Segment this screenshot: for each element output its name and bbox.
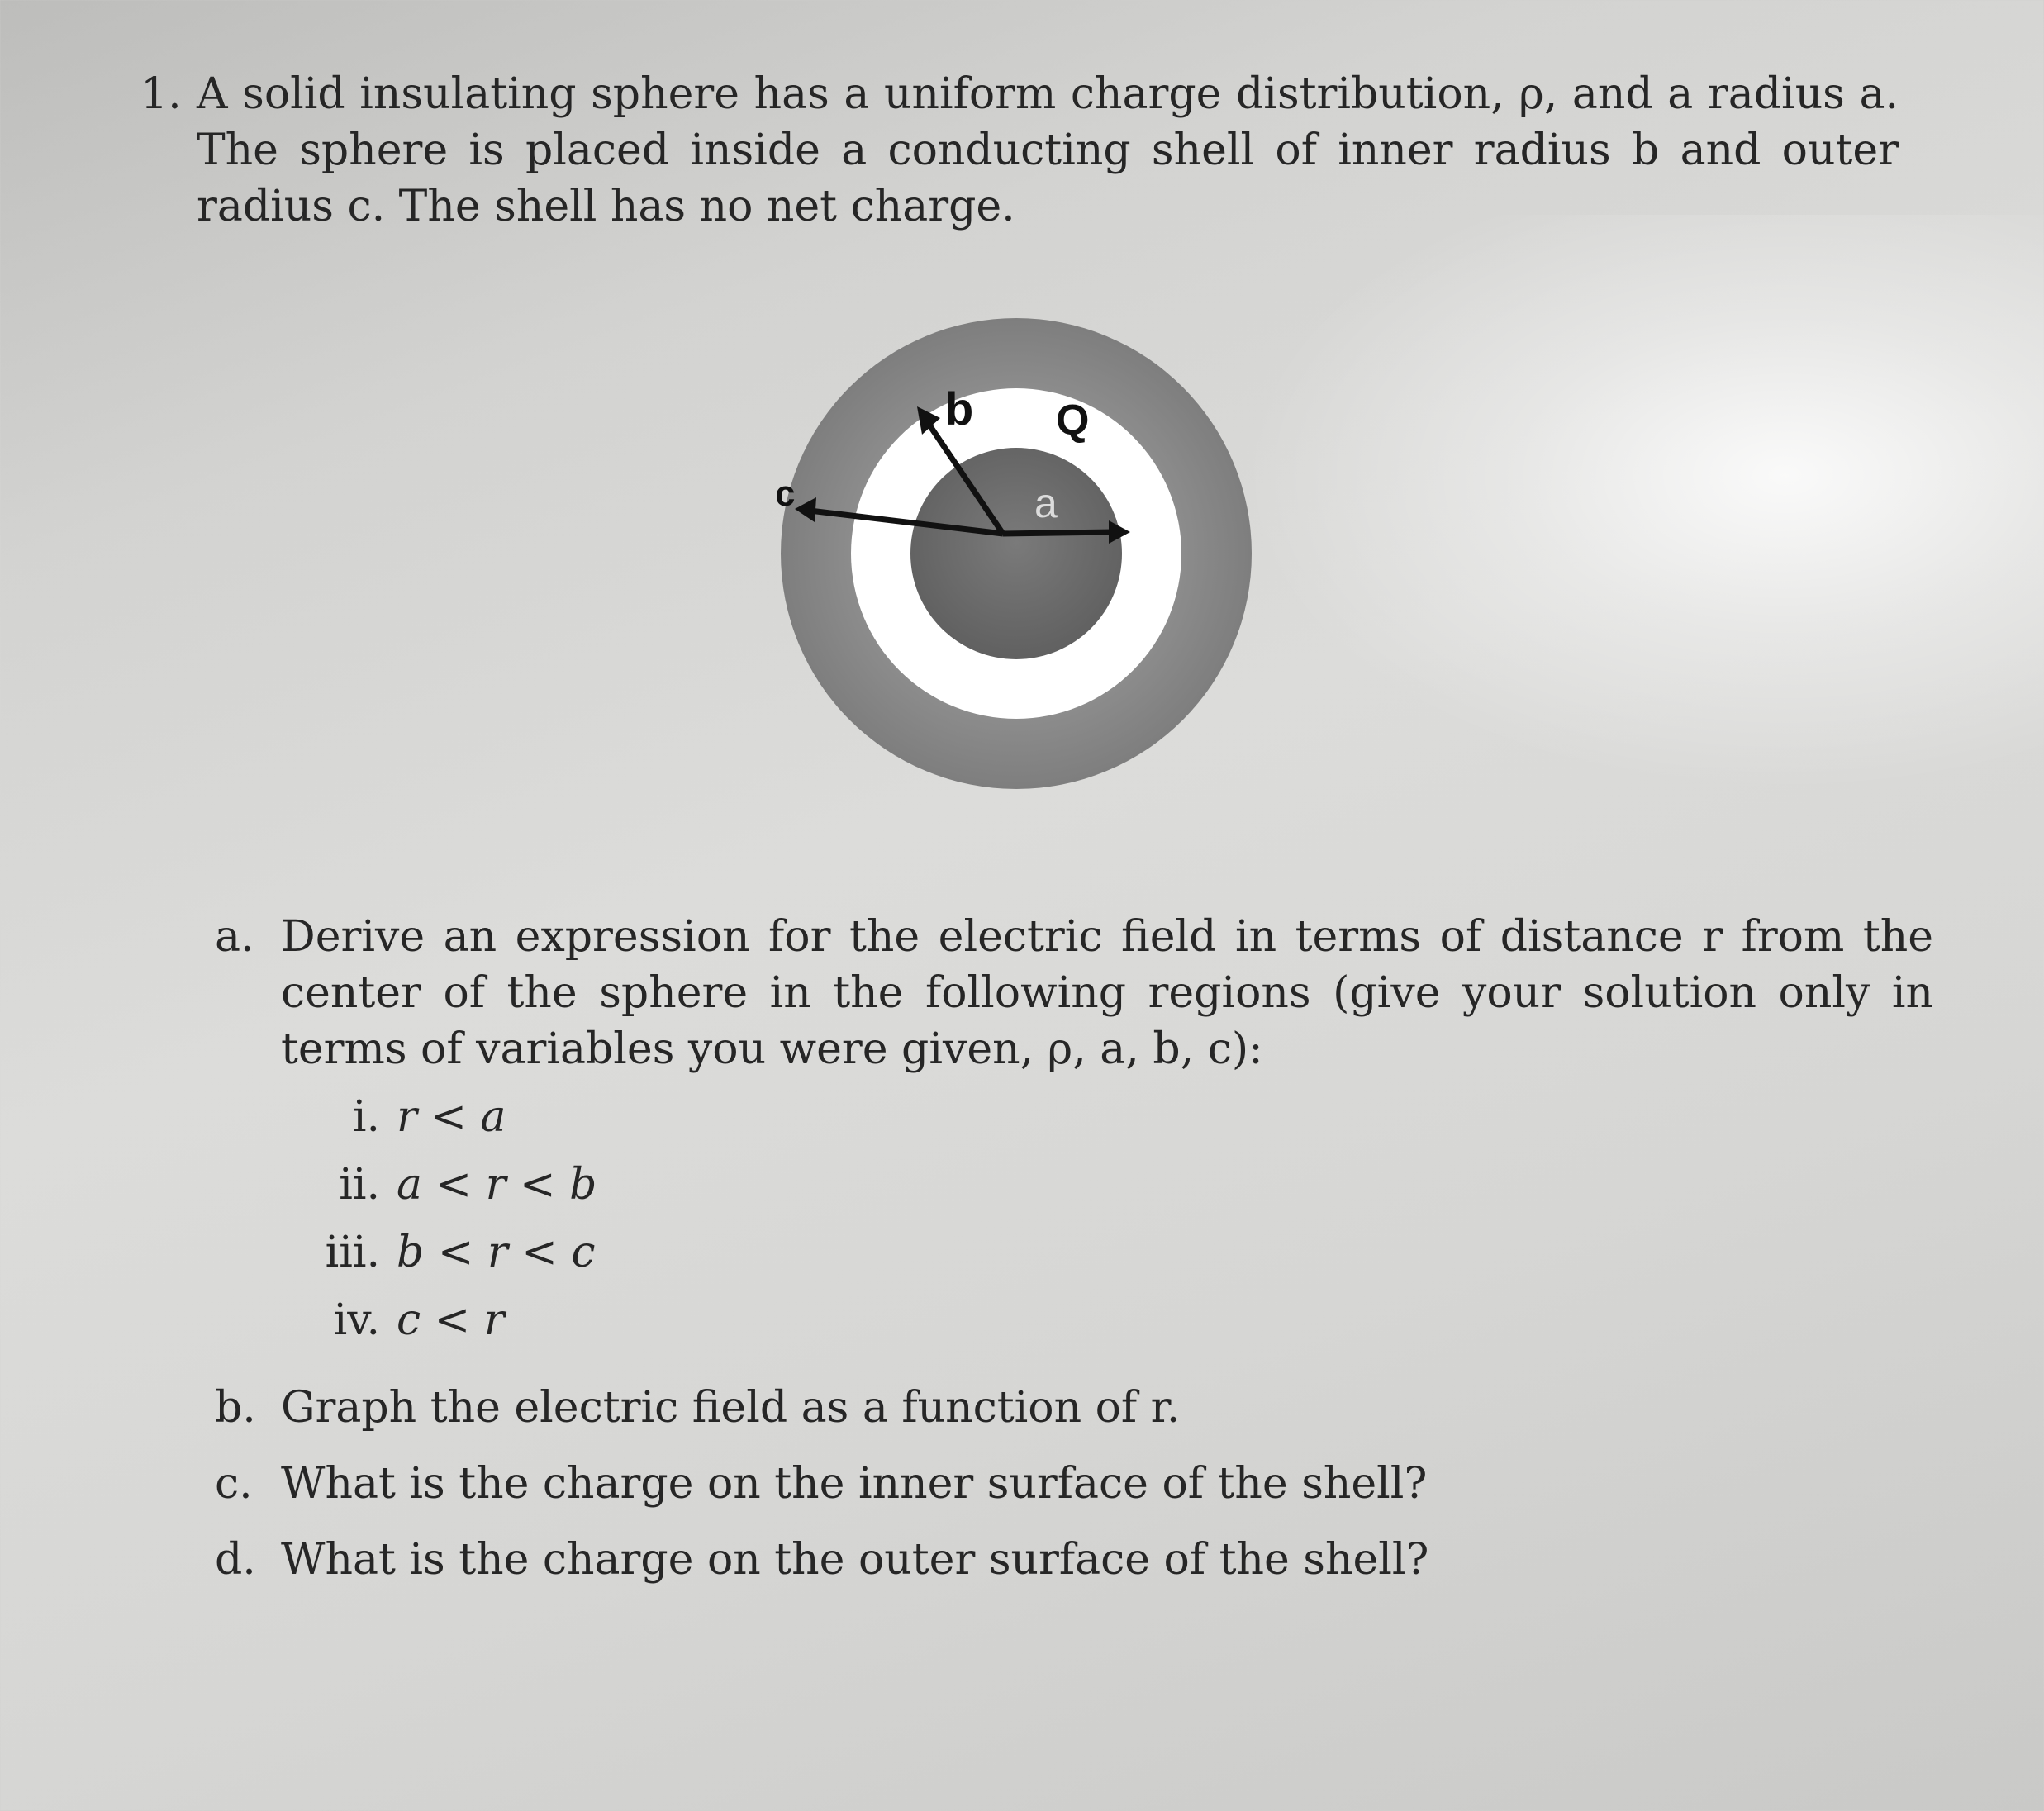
label-c: c [777, 473, 796, 514]
problem-statement: A solid insulating sphere has a uniform charge distribution, ρ, and a radius a. The sphere is placed inside a conducting shell of inner radius b and outer radius c. The shell has no net charge. [197, 69, 1899, 231]
part-b-text: Graph the electric field as a function of r. [281, 1383, 1181, 1433]
subpart-label: i. [352, 1092, 380, 1142]
sphere-shell-diagram [777, 314, 1256, 793]
subpart-iii [281, 1224, 1950, 1292]
subpart-label: iv. [333, 1295, 380, 1345]
subpart-expression: b < r < c [397, 1228, 596, 1277]
part-c-text: What is the charge on the inner surface of the shell? [281, 1459, 1428, 1509]
part-c [215, 1456, 1950, 1512]
part-d-text: What is the charge on the outer surface of the shell? [281, 1535, 1429, 1585]
subpart-i [281, 1089, 1950, 1157]
part-b-label: b. [215, 1383, 256, 1433]
problem-1 [140, 66, 1917, 235]
problem-number: 1. [140, 69, 182, 119]
light-glare [1239, 215, 2044, 793]
part-a-subparts [281, 1089, 1950, 1360]
subpart-ii [281, 1157, 1950, 1224]
part-d [215, 1532, 1950, 1588]
subpart-expression: a < r < b [397, 1160, 597, 1210]
label-Q: Q [1056, 397, 1090, 444]
part-a [215, 909, 1950, 1360]
inner-sphere [910, 448, 1122, 659]
part-a-label: a. [215, 912, 254, 962]
part-b [215, 1380, 1950, 1436]
subpart-expression: c < r [397, 1295, 505, 1345]
part-d-label: d. [215, 1535, 256, 1585]
subpart-iv [281, 1292, 1950, 1360]
question-parts [215, 909, 1950, 1608]
diagram-svg [777, 314, 1256, 793]
part-c-label: c. [215, 1459, 253, 1509]
label-b: b [945, 383, 974, 435]
subpart-label: iii. [325, 1228, 380, 1277]
subpart-label: ii. [339, 1160, 380, 1210]
part-a-text: Derive an expression for the electric field in terms of distance r from the center of the sphere in the following regions (give your solution only in terms of variables you were given, ρ, a, b, c): [281, 912, 1933, 1074]
label-a: a [1034, 480, 1058, 526]
subpart-expression: r < a [397, 1092, 506, 1142]
